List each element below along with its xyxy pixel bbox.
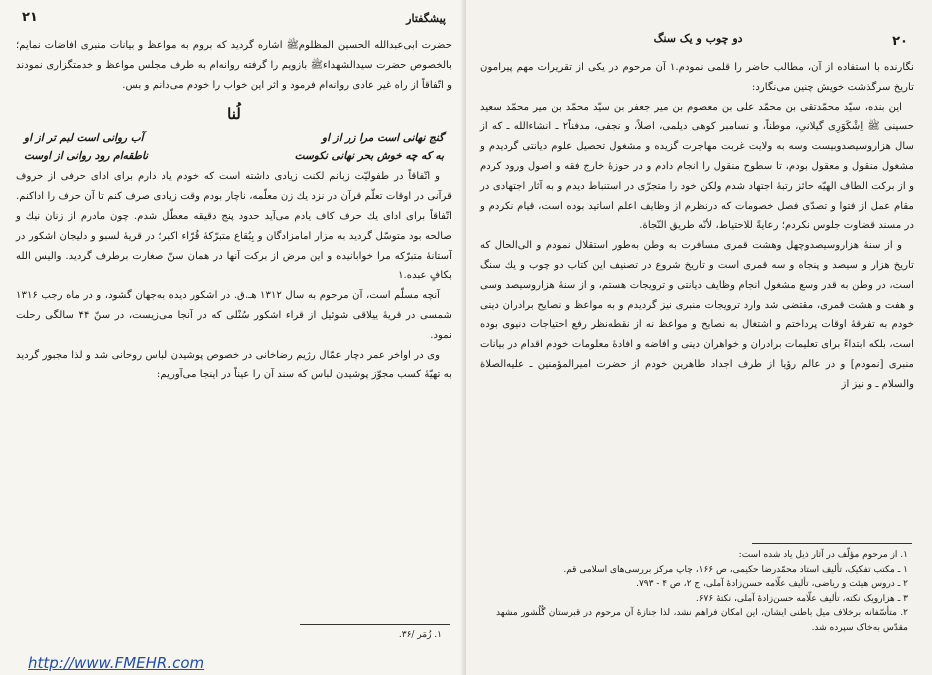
verse-hemistich: ناطقه‌ام رود روانی از اوست — [24, 150, 149, 163]
intro-paragraph: حضرت ابی‌عبدالله الحسین المظلوم‌ﷺ اشاره گردید که بروم به مواعظ و بیانات منبری افاضات نمایم؛ بالخصوص حضرت سیدالشهداءﷺ بازویم را گرفته روانه‌ام به طرف مجلس مواعظ و خدمتگزاری نمودند و اتّفاقاً از راه غیر عادی روانه‌ام فرمود و اثر این خواب را خودم می‌دانم و بس. — [16, 40, 452, 91]
page-number: ۲۰ — [892, 34, 908, 49]
footnote: ۲. متأسّفانه برخلاف میل باطنی ایشان، این امکان فراهم نشد، لذا جنازهٔ آن مرحوم در قبرستان گُلُشور مشهد مقدّس به‌خاک سپرده شد. — [496, 608, 908, 633]
footnote: ۱. زُمَر /۳۶. — [398, 630, 442, 640]
footnote: ۱. از مرحوم مؤلّف در آثار ذیل یاد شده است: — [738, 550, 908, 560]
page-number: ۲۱ — [22, 10, 38, 25]
verse-hemistich: گنج نهانی است مرا زر از او — [322, 132, 444, 145]
body-paragraph: آنچه مسلّم است، آن مرحوم به سال ۱۳۱۲ هـ.ق. در اشکور دیده به‌جهان گشود، و در ماه رجب ۱۳۱۶ شمسی در قریهٔ ییلاقی شوئیل از قراء اشکور سُنْلی که در آنجا می‌زیست، در سنّ ۴۴ سالگی رحلت نمود. — [16, 290, 452, 341]
footnote-divider — [300, 624, 450, 625]
verse-hemistich: آب روانی است لبم تر از او — [24, 132, 144, 145]
running-head: پیشگفتار — [406, 12, 446, 25]
body-paragraph: و از سنهٔ هزاروسیصدوچهل وهشت قمری مسافرت به وطن به‌طور استقلال نمودم و الی‌الحال که تاریخ هزار و سیصد و پنجاه و سه قمری است و تاریخ شروع در تصنیف این کتاب دو چوب و یك سنگ است، در وطن به قدر وسع مشغول انجام وظایف دیانتی و ترویجات هستم، و از سنهٔ هزاروسیصد وسی و هفت و هشت قمری، مقتضی شد وارد ترویجات منبری نیز گردیدم و به مواعظ و نصایح برادران دینی خودم به تفرقهٔ اوقات پرداختم و اشتغال به نصایح و مواعظ نه از نقطه‌نظر رفع احتیاجات دنیوی بوده است، بلکه ابتداءً برای تعلیمات برادران و خواهران دینی و افاضه و افادهٔ معلومات خودم اقدام در بیانات منبری [نمودم] و در عالم رؤیا از طرف اجداد طاهرین خودم از حضرت امیرالمؤمنین ـ علیه‌الصلاة والسلام ـ و نیز از — [480, 240, 914, 390]
body-paragraph: و اتّفاقاً در طفولیّت زبانم لکنت زیادی داشته است که خودم یاد دارم برای ادای حرفی از حروف قرآنی در اوقات تعلّم قرآن در نزد یك زن معلّمه، ناچار بودم وقت زیادی صرف کنم تا آن حرف را اداکنم. اتّفاقاً برای ادای یك حرف کاف یادم می‌آید حدود پنج دقیقه معطّل شدم. چون مادرم از زنان نیك و صالحه بود متوسّل گردید به مزار امامزادگان و بِبُقاع متبرّکهٔ قُرّاء اکبر؛ در قریهٔ لسبو و دلیجان اشکور در آستانهٔ متبرّکه مرا خوابانیده و این مرض از برکت آنها در همان سنّ صغارت برطرف گردید. والیس الله بکافٍ عبده.۱ — [16, 171, 452, 282]
footnotes — [496, 548, 908, 635]
source-link[interactable]: http://www.FMEHR.com — [28, 654, 205, 672]
verse-line-2 — [16, 147, 452, 165]
body-paragraph: نگارنده با استفاده از آن، مطالب حاضر را قلمی نمودم.۱ آن مرحوم در یکی از تقریرات مهم پیرامون تاریخ سرگذشت خویش چنین می‌نگارد: — [480, 62, 914, 93]
body-paragraph: این بنده، سیّد محمّدتقی بن محمّد علی بن معصوم بن میر جعفر بن سیّد محمّد بن میر محمّد سعید حسینی ﷺ اِشْکَوَرِی گیلانیِ، موطناً، و نسامبر کوهی دیلمی، اصلاً، و نجفی، مدفناً۲ ـ انشاءالله ـ که از سال هزاروسیصدوبیست وسه به ولایت غربت مهاجرت گزیده و مشغول تحصیل علوم دیانتی گردیدم و مشغول منقول و معقول بودم، تا سطوح منقول را انجام دادم و در حوزهٔ خارج فقه و اصول ورود کردم و از برکت الطاف الهیّه حائز رتبهٔ اجتهاد شدم ولکن خود را متجرّی در استنباط دیدم و به آثار اجتهادی در مقام عمل از فتوا و تصدّی فصل خصومات که درنظرم از وظایف اعلم اساتید بوده است، قیام نکردم و در مسند قضاوت جلوس نکردم؛ رعایةً للاحتیاط، لأنّه طریق النّجاة. — [480, 101, 914, 232]
footnote: ۳ ـ هزارویک نکته، تألیف علّامه حسن‌زادهٔ آملی، نکتهٔ ۶۷۶. — [695, 593, 908, 604]
body-paragraph: وی در اواخر عمر دچار عمّال رژیم رضاخانی در خصوص پوشیدن لباس روحانی شد و لذا مجبور گردید به تهیّهٔ کسب مجوّز پوشیدن لباس که سند آن را عیناً در اینجا می‌آوریم: — [16, 349, 452, 381]
footnotes — [399, 628, 442, 643]
section-title: لُنا — [227, 105, 241, 124]
left-page-header — [16, 10, 452, 32]
right-page — [466, 0, 932, 675]
footnote: ۲ ـ دروس هیئت و ریاضی، تألیف علّامه حسن‌زادهٔ آملی، ج ۲، ص ۴ - ۷۹۳. — [636, 579, 908, 589]
verse-line-1 — [16, 129, 452, 147]
footnote: ۱ ـ مکتب تفکیک، تألیف استاد محمّدرضا حکیمی، ص ۱۶۶، چاپ مرکز بررسی‌های اسلامی قم. — [563, 564, 908, 575]
right-page-header — [480, 10, 914, 49]
running-head: دو چوب و یک سنگ — [653, 32, 743, 45]
verse-hemistich: به که چه خوش بحر نهانی نکوست — [294, 150, 444, 163]
footnote-divider — [752, 543, 912, 544]
right-page-body — [480, 58, 914, 395]
